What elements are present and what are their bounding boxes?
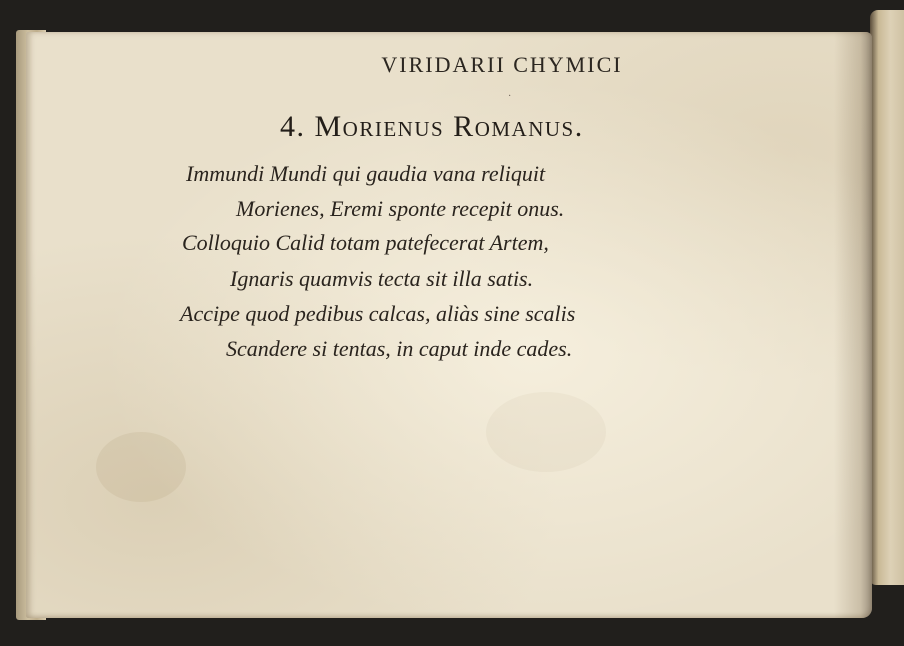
verse-line: Colloquio Calid totam patefecerat Artem, [182, 230, 549, 255]
verse-line: Morienes, Eremi sponte recepit onus. [236, 196, 565, 221]
verse-line: Ignaris quamvis tecta sit illa satis. [230, 266, 534, 291]
verse-line: Scandere si tentas, in caput inde cades. [226, 336, 573, 361]
running-head: VIRIDARII CHYMICI [381, 52, 623, 77]
verse-line: Immundi Mundi qui gaudia vana reliquit [186, 161, 546, 186]
ornament-mark: · [508, 91, 512, 102]
section-heading: 4. Morienus Romanus. [280, 110, 584, 143]
verse-line: Accipe quod pedibus calcas, aliàs sine scalis [180, 301, 576, 326]
